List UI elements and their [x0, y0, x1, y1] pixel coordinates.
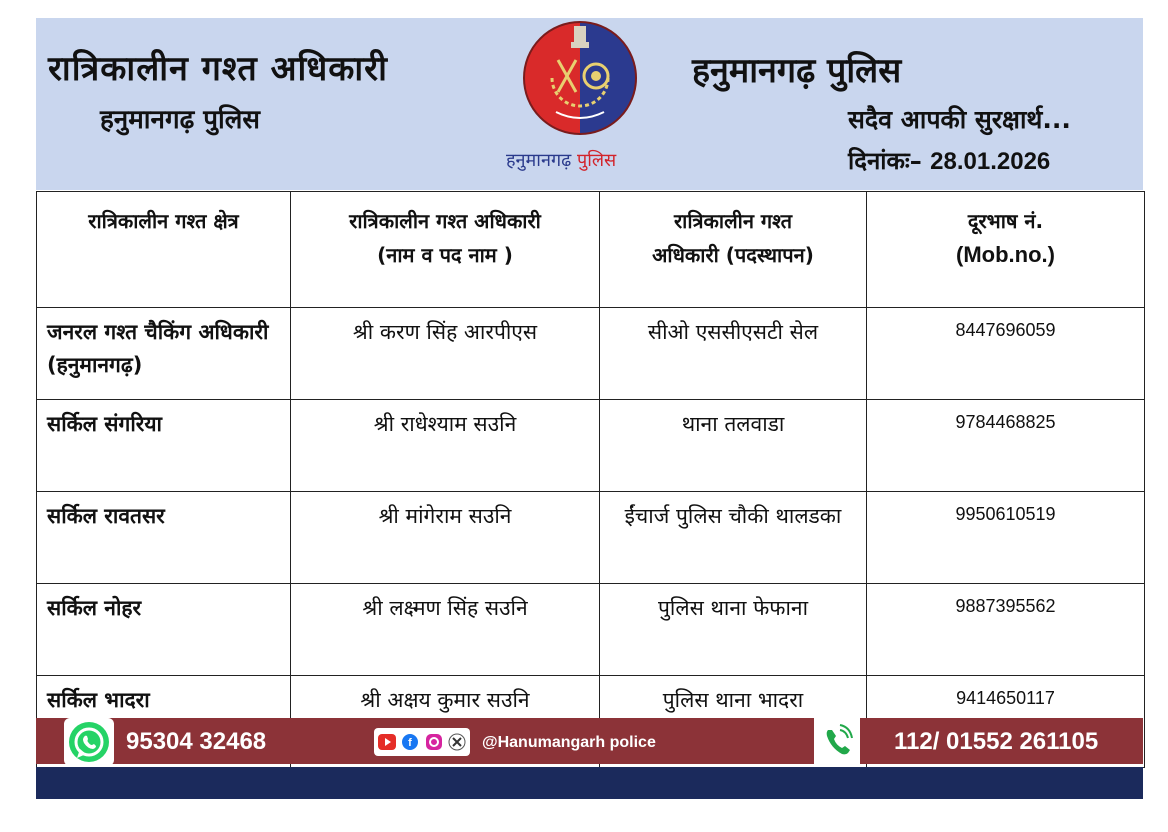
cell-posting: ईंचार्ज पुलिस चौकी थालडका [600, 492, 867, 584]
cell-phone: 9784468825 [867, 400, 1145, 492]
cell-area: जनरल गश्त चैकिंग अधिकारी (हनुमानगढ़) [37, 308, 291, 400]
cell-officer: श्री अक्षय कुमार सउनि [291, 676, 600, 768]
social-icons [374, 728, 470, 756]
header-title-right: हनुमानगढ़ पुलिस [692, 51, 902, 91]
svg-text:f: f [408, 737, 412, 749]
footer-blue-band [36, 767, 1143, 799]
col-header-phone-line2: (Mob.no.) [956, 242, 1055, 267]
col-header-officer-line1: रात्रिकालीन गश्त अधिकारी [349, 209, 541, 233]
col-header-posting [600, 192, 867, 308]
whatsapp-number: 95304 32468 [126, 728, 267, 755]
patrol-officer-table [36, 191, 1145, 768]
helpline-number: 112/ 01552 261105 [894, 728, 1099, 755]
instagram-icon [426, 734, 442, 750]
col-header-phone [867, 192, 1145, 308]
phone-icon-box [814, 718, 860, 766]
cell-area: सर्किल नोहर [37, 584, 291, 676]
cell-officer: श्री करण सिंह आरपीएस [291, 308, 600, 400]
cell-officer: श्री मांगेराम सउनि [291, 492, 600, 584]
police-emblem-logo [522, 20, 638, 136]
date-value: 28.01.2026 [930, 148, 1051, 175]
header-subtitle-left: हनुमानगढ़ पुलिस [100, 105, 260, 135]
cell-area: सर्किल संगरिया [37, 400, 291, 492]
header-title-left: रात्रिकालीन गश्त अधिकारी [48, 49, 388, 89]
header-banner [36, 18, 1143, 190]
col-header-officer-line2: (नाम व पद नाम ) [377, 243, 513, 267]
header-tagline: सदैव आपकी सुरक्षार्थ... [848, 105, 1071, 134]
cell-phone: 9950610519 [867, 492, 1145, 584]
emblem-caption-police: पुलिस [576, 150, 617, 171]
cell-phone: 8447696059 [867, 308, 1145, 400]
facebook-icon [402, 734, 418, 750]
cell-posting: सीओ एससीएसटी सेल [600, 308, 867, 400]
table-row [37, 492, 1145, 584]
emblem-caption-district: हनुमानगढ़ [506, 150, 572, 171]
cell-area: सर्किल रावतसर [37, 492, 291, 584]
table-row [37, 400, 1145, 492]
col-header-phone-line1: दूरभाष नं. [967, 209, 1044, 233]
col-header-posting-line2: अधिकारी (पदस्थापन) [652, 243, 814, 267]
emblem-caption [506, 148, 616, 172]
cell-officer: श्री राधेश्याम सउनि [291, 400, 600, 492]
header-date [848, 144, 1050, 177]
cell-area: सर्किल भादरा [37, 676, 291, 768]
table-header-row [37, 192, 1145, 308]
cell-posting: पुलिस थाना फेफाना [600, 584, 867, 676]
phone-call-icon [814, 718, 860, 766]
col-header-area [37, 192, 291, 308]
col-header-area-text: रात्रिकालीन गश्त क्षेत्र [88, 209, 239, 233]
table-row [37, 308, 1145, 400]
cell-posting: पुलिस थाना भादरा [600, 676, 867, 768]
x-icon [449, 734, 465, 750]
whatsapp-icon-box [64, 718, 114, 766]
table-row [37, 584, 1145, 676]
cell-officer: श्री लक्ष्मण सिंह सउनि [291, 584, 600, 676]
youtube-icon [378, 734, 396, 750]
date-label: दिनांकः– [848, 147, 922, 175]
whatsapp-icon [64, 718, 114, 766]
cell-posting: थाना तलवाडा [600, 400, 867, 492]
cell-phone: 9887395562 [867, 584, 1145, 676]
cell-phone: 9414650117 [867, 676, 1145, 768]
col-header-officer [291, 192, 600, 308]
col-header-posting-line1: रात्रिकालीन गश्त [673, 209, 793, 233]
social-handle: @Hanumangarh police [482, 734, 656, 751]
